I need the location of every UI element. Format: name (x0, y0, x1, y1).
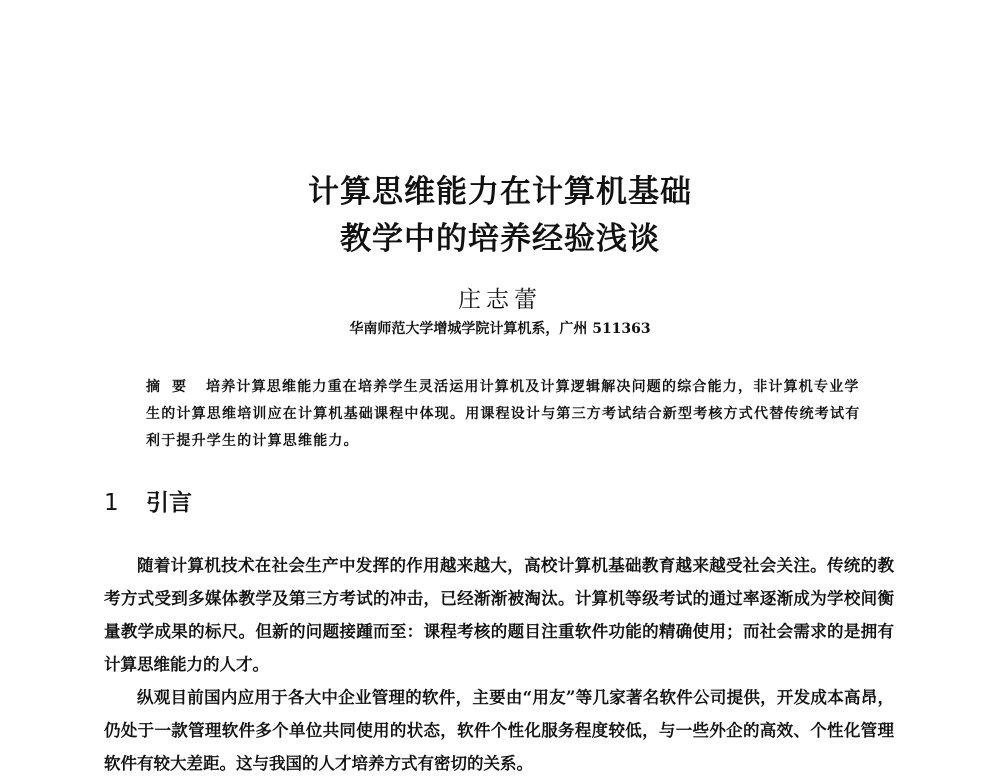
abstract (146, 374, 866, 455)
body-paragraph: 纵观目前国内应用于各大中企业管理的软件，主要由“用友”等几家著名软件公司提供，开发成本高昂，仍处于一款管理软件多个单位共同使用的状态，软件个性化服务程度较低，与一些外企的高效、个性化管理软件有较大差距。这与我国的人才培养方式有密切的关系。 (104, 688, 894, 773)
abstract-text: 培养计算思维能力重在培养学生灵活运用计算机及计算逻辑解决问题的综合能力，非计算机专业学生的计算思维培训应在计算机基础课程中体现。用课程设计与第三方考试结合新型考核方式代替传统考试有利于提升学生的计算思维能力。 (146, 379, 861, 449)
abstract-label: 摘要 (146, 379, 198, 395)
section-title: 引言 (146, 490, 192, 516)
section-number: 1 (104, 490, 119, 516)
paper-title-line-2: 教学中的培养经验浅谈 (340, 221, 660, 257)
paper-title-line-1: 计算思维能力在计算机基础 (308, 174, 692, 210)
section-heading (104, 484, 192, 517)
author-affiliation: 华南师范大学增城学院计算机系，广州 511363 (349, 321, 651, 337)
body-text (104, 549, 894, 780)
author-name: 庄志蕾 (458, 287, 542, 313)
body-paragraph: 随着计算机技术在社会生产中发挥的作用越来越大，高校计算机基础教育越来越受社会关注。传统的教考方式受到多媒体教学及第三方考试的冲击，已经渐渐被淘汰。计算机等级考试的通过率逐渐成为学校间衡量教学成果的标尺。但新的问题接踵而至：课程考核的题目注重软件功能的精确使用；而社会需求的是拥有计算思维能力的人才。 (104, 556, 894, 674)
